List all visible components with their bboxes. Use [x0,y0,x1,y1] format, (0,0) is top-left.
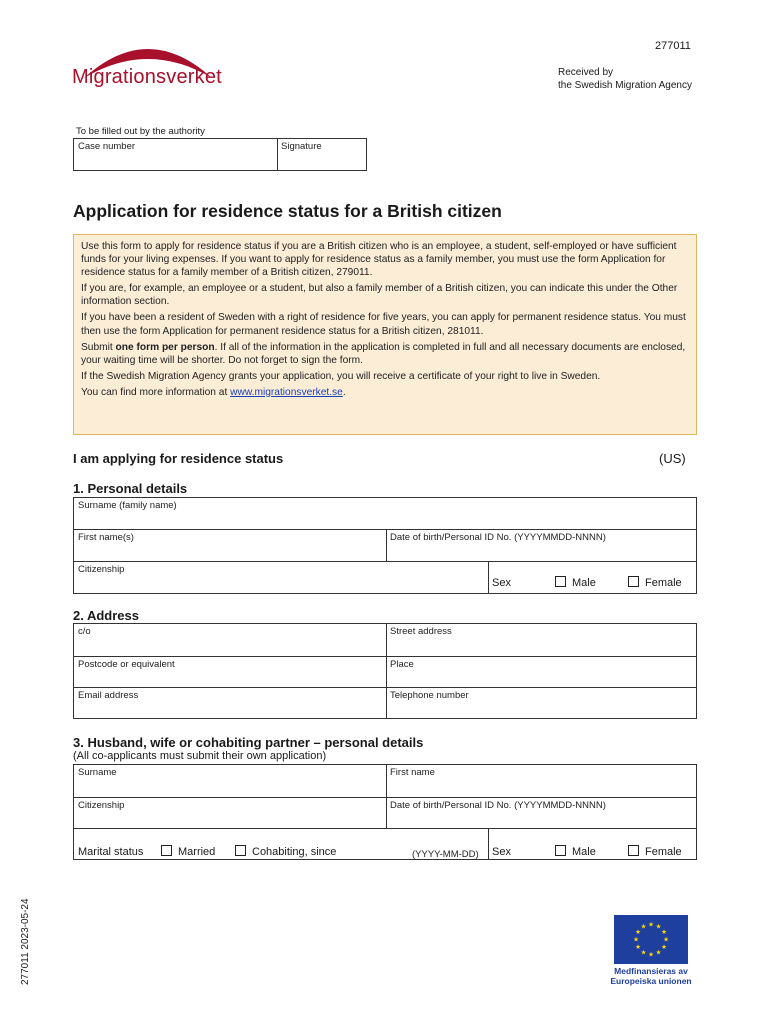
instructions-box [73,234,697,435]
section-2-heading: 2. Address [73,608,139,623]
marital-status-label: Marital status [78,846,144,858]
received-line-2: the Swedish Migration Agency [558,80,692,91]
eu-star-icon: ★ [640,949,647,957]
instructions-paragraph-6: You can find more information at www.migrationsverket.se. [81,386,346,398]
male-label: Male [572,577,596,589]
agency-logo-text: Migrationsverket [72,66,222,88]
eu-star-icon: ★ [648,951,654,959]
section-3-heading: 3. Husband, wife or cohabiting partner – personal details [73,735,424,750]
eu-star-icon: ★ [648,921,654,929]
instructions-paragraph-4: Submit one form per person. If all of the information in the application is completed in full and all necessary documents are enclosed, your waiting time will be shorter. Do not forget to sign the form. [81,341,686,366]
eu-star-icon: ★ [640,923,647,931]
partner-details-grid [73,764,697,860]
first-names-field[interactable]: First name(s) [78,532,134,543]
received-stamp [558,66,692,92]
telephone-field[interactable]: Telephone number [390,690,469,701]
form-version-date: 277011 2023-05-24 [20,898,31,985]
surname-field[interactable]: Surname (family name) [78,500,177,511]
partner-female-checkbox[interactable] [628,845,639,856]
eu-star-icon: ★ [635,929,641,937]
one-form-emphasis: one form per person [115,341,215,353]
eu-caption-line-2: Europeiska unionen [610,976,692,986]
cohabiting-since-field[interactable]: (YYYY-MM-DD) [412,849,479,860]
authority-caption: To be filled out by the authority [76,126,205,137]
citizenship-field[interactable]: Citizenship [78,564,125,575]
section-3-subheading: (All co-applicants must submit their own application) [73,750,327,762]
address-grid [73,623,697,719]
partner-surname-field[interactable]: Surname [78,767,117,778]
eu-star-icon: ★ [655,923,662,931]
section-1-heading: 1. Personal details [73,481,188,496]
eu-star-icon: ★ [655,949,662,957]
female-checkbox[interactable] [628,576,639,587]
dob-field[interactable]: Date of birth/Personal ID No. (YYYYMMDD-NNNN) [390,532,606,543]
eu-star-icon: ★ [661,929,667,937]
signature-field[interactable]: Signature [281,141,322,152]
partner-dob-field[interactable]: Date of birth/Personal ID No. (YYYYMMDD-NNNN) [390,800,606,811]
married-label: Married [178,846,216,858]
application-code: (US) [659,451,686,466]
eu-caption-line-1: Medfinansieras av [614,966,688,976]
partner-citizenship-field[interactable]: Citizenship [78,800,125,811]
authority-box [73,138,367,171]
partner-sex-label: Sex [492,846,511,858]
form-number: 277011 [655,40,691,52]
eu-star-icon: ★ [661,944,667,952]
page-title: Application for residence status for a British citizen [73,201,502,221]
instructions-paragraph-2: If you are, for example, an employee or a student, but also a family member of a British citizen, you can indicate this under the Other information section. [81,283,678,308]
cohabiting-label: Cohabiting, since [252,846,337,858]
website-link[interactable]: www.migrationsverket.se [230,386,343,398]
instructions-paragraph-5: If the Swedish Migration Agency grants your application, you will receive a certificate of your right to live in Sweden. [81,370,601,382]
partner-female-label: Female [645,846,682,858]
case-number-field[interactable]: Case number [78,141,136,152]
instructions-paragraph-1: Use this form to apply for residence status if you are a British citizen who is an employee, a student, self-employed or have sufficient funds for your living expenses. If you want to apply for residence status as a family member, you must use the form Application for residence status for a family member of a British citizen, 279011. [81,241,677,279]
personal-details-grid [73,497,697,594]
male-checkbox[interactable] [555,576,566,587]
email-field[interactable]: Email address [78,690,139,701]
co-field[interactable]: c/o [78,626,91,637]
place-field[interactable]: Place [390,659,414,670]
female-label: Female [645,577,682,589]
partner-first-name-field[interactable]: First name [390,767,435,778]
married-checkbox[interactable] [161,845,172,856]
street-address-field[interactable]: Street address [390,626,452,637]
eu-cofunding-caption [600,966,702,986]
eu-star-icon: ★ [663,936,669,944]
instructions-paragraph-3: If you have been a resident of Sweden with a right of residence for five years, you can apply for permanent residence status. You must then use the form Application for permanent residence status for a British citizen, 281011. [81,312,686,337]
received-line-1: Received by [558,67,614,78]
cohabiting-checkbox[interactable] [235,845,246,856]
eu-star-icon: ★ [633,936,639,944]
partner-male-label: Male [572,846,596,858]
eu-star-icon: ★ [635,944,641,952]
sex-label: Sex [492,577,511,589]
eu-flag-icon [614,915,688,964]
postcode-field[interactable]: Postcode or equivalent [78,659,175,670]
partner-male-checkbox[interactable] [555,845,566,856]
applying-heading: I am applying for residence status [73,451,284,466]
